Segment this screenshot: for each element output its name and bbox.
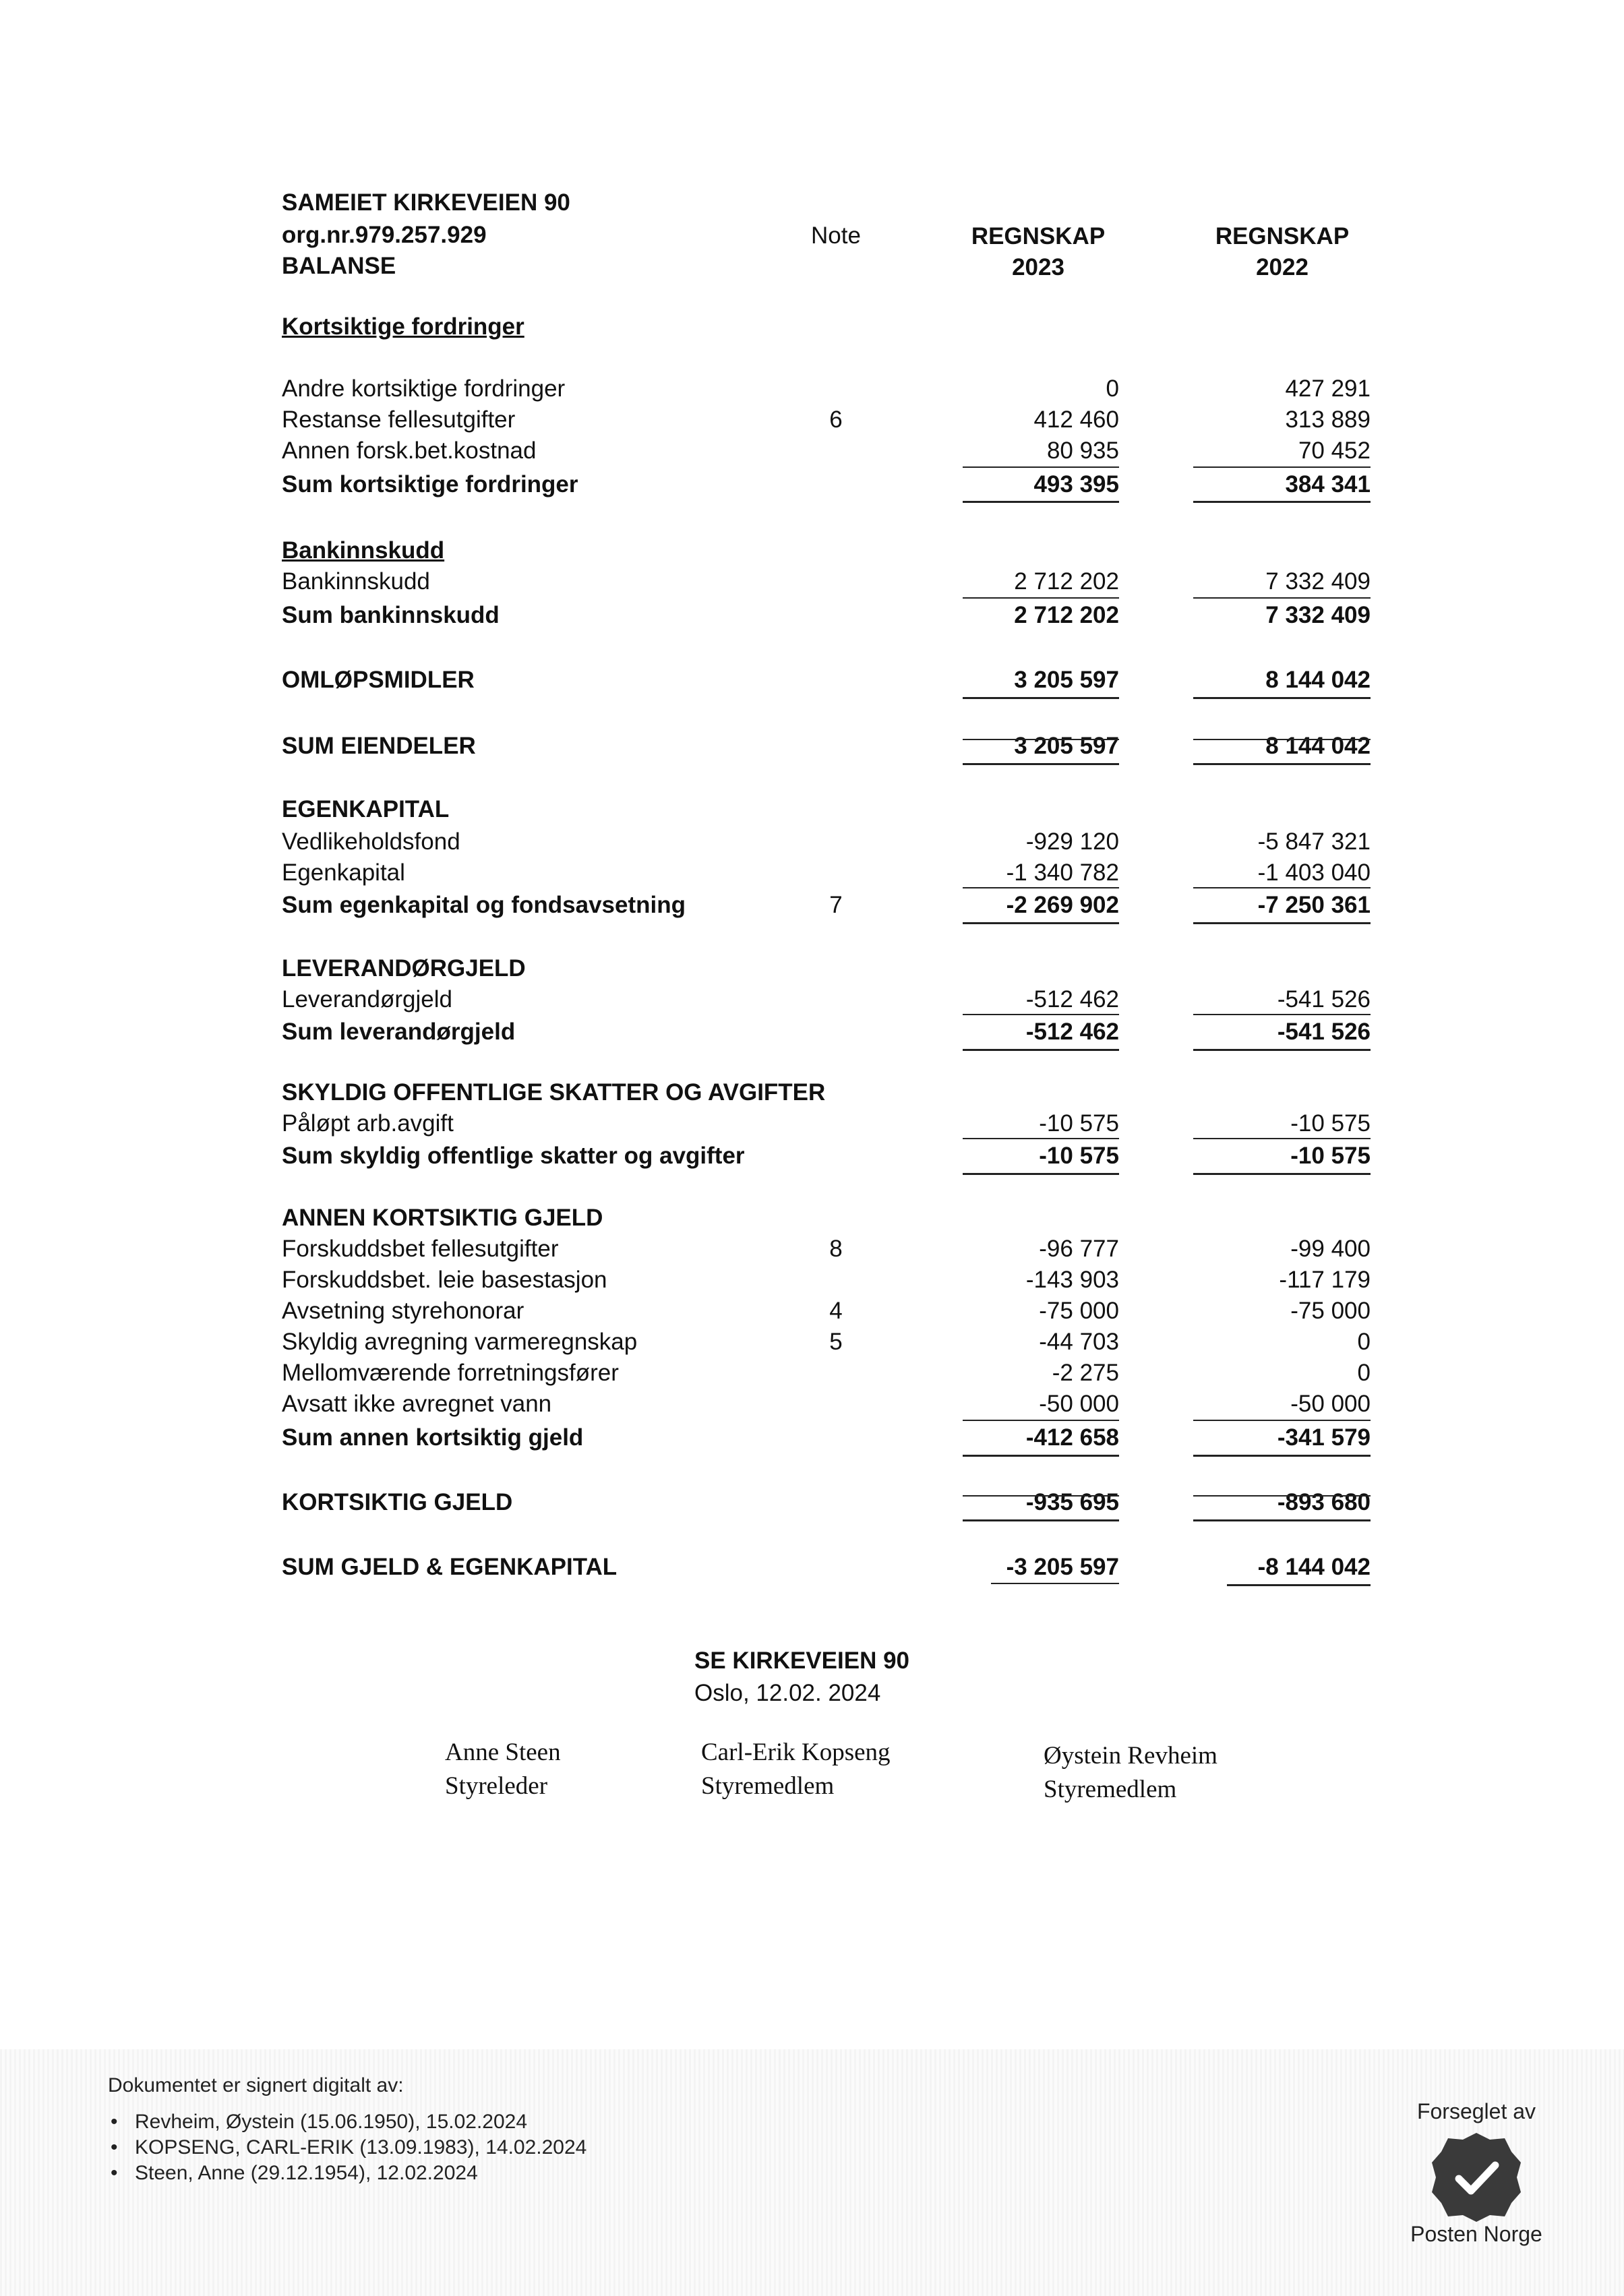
underline-2022	[1193, 466, 1371, 468]
value-2023: -512 462	[1025, 986, 1119, 1013]
value-2023: -412 658	[1025, 1424, 1119, 1451]
row-label: Mellomværende forretningsfører	[282, 1360, 619, 1386]
value-2022: -10 575	[1290, 1143, 1371, 1169]
table-row	[0, 1358, 1624, 1389]
note-column-header: Note	[811, 222, 861, 249]
total-line-2023	[963, 1173, 1119, 1175]
signer-name: Øystein Revheim	[1044, 1742, 1217, 1770]
row-label: Forskuddsbet fellesutgifter	[282, 1236, 559, 1262]
underline-2022	[1193, 597, 1371, 599]
row-label: Vedlikeholdsfond	[282, 828, 460, 855]
table-row	[0, 857, 1624, 888]
row-label: Kortsiktige fordringer	[282, 313, 524, 340]
value-2022: -541 526	[1277, 986, 1371, 1013]
row-note: 5	[829, 1329, 843, 1355]
total-line-2023	[963, 1049, 1119, 1051]
list-item: • Steen, Anne (29.12.1954), 12.02.2024	[108, 2161, 587, 2186]
total-line-2022	[1227, 1584, 1371, 1586]
total-line-2022	[1193, 697, 1371, 699]
signed-by-list	[108, 2109, 587, 2186]
row-label: Sum kortsiktige fordringer	[282, 471, 578, 497]
value-2022: -7 250 361	[1257, 892, 1371, 918]
total-line-2022	[1193, 763, 1371, 765]
value-2023: 2 712 202	[1014, 568, 1119, 595]
row-note: 8	[829, 1236, 843, 1262]
row-label: OMLØPSMIDLER	[282, 667, 475, 693]
value-2022: 8 144 042	[1265, 667, 1371, 693]
digital-signature-info	[108, 2073, 587, 2186]
section-bankinnskudd	[0, 535, 1624, 566]
row-label: SKYLDIG OFFENTLIGE SKATTER OG AVGIFTER	[282, 1079, 826, 1106]
row-note: 4	[829, 1298, 843, 1324]
row-label: Forskuddsbet. leie basestasjon	[282, 1267, 607, 1293]
value-2023: -75 000	[1039, 1298, 1119, 1324]
value-2022: 7 332 409	[1265, 568, 1371, 595]
underline-2022	[1193, 1420, 1371, 1421]
value-2023: 3 205 597	[1014, 667, 1119, 693]
underline-2023	[963, 887, 1119, 888]
value-2022: -50 000	[1290, 1391, 1371, 1417]
row-label: Leverandørgjeld	[282, 986, 452, 1013]
underline-2022	[1193, 887, 1371, 888]
section-egenkapital	[0, 794, 1624, 825]
total-line-2022	[1193, 1173, 1371, 1175]
underline-2022	[1193, 1495, 1371, 1497]
row-label: Restanse fellesutgifter	[282, 406, 516, 433]
value-2022: -117 179	[1279, 1267, 1371, 1293]
value-2022: 384 341	[1285, 471, 1371, 497]
value-2022: -5 847 321	[1257, 828, 1371, 855]
signer-2	[701, 1736, 891, 1803]
underline-2023	[963, 1495, 1119, 1497]
value-2022: 0	[1357, 1360, 1371, 1386]
section-leverandorgjeld	[0, 953, 1624, 984]
column-header-2022-line2: 2022	[1256, 254, 1309, 280]
value-2022: -10 575	[1290, 1110, 1371, 1137]
value-2023: -512 462	[1025, 1019, 1119, 1045]
value-2023: 80 935	[1046, 437, 1119, 464]
total-line-2023	[963, 501, 1119, 503]
row-label: Egenkapital	[282, 859, 405, 886]
total-row	[0, 731, 1624, 762]
row-label: Andre kortsiktige fordringer	[282, 375, 566, 402]
column-header-2023-line1: REGNSKAP	[971, 223, 1106, 249]
value-2022: -8 144 042	[1257, 1554, 1371, 1580]
value-2023: 412 460	[1033, 406, 1119, 433]
row-label: SUM GJELD & EGENKAPITAL	[282, 1554, 618, 1580]
value-2023: -50 000	[1039, 1391, 1119, 1417]
total-line-2022	[1193, 922, 1371, 924]
total-line-2022	[1193, 501, 1371, 503]
table-row	[0, 566, 1624, 597]
table-row	[0, 404, 1624, 435]
row-label: Bankinnskudd	[282, 537, 445, 564]
value-2022: -541 526	[1277, 1019, 1371, 1045]
total-row	[0, 1487, 1624, 1518]
table-row	[0, 1234, 1624, 1265]
total-row	[0, 665, 1624, 696]
value-2022: 8 144 042	[1265, 733, 1371, 759]
value-2022: 7 332 409	[1265, 602, 1371, 628]
table-row	[0, 826, 1624, 857]
section-skyldig-offentlige	[0, 1077, 1624, 1108]
subtotal-row	[0, 890, 1624, 921]
value-2023: -44 703	[1039, 1329, 1119, 1355]
list-item: • KOPSENG, CARL-ERIK (13.09.1983), 14.02.2024	[108, 2135, 587, 2161]
value-2022: -893 680	[1277, 1489, 1371, 1515]
row-note: 7	[829, 892, 843, 918]
sealed-by: Posten Norge	[1410, 2222, 1542, 2246]
signer-3	[1044, 1739, 1217, 1807]
column-header-2023-line2: 2023	[1012, 254, 1064, 280]
underline-2023	[991, 1583, 1119, 1584]
underline-2022	[1193, 1014, 1371, 1015]
row-label: Avsetning styrehonorar	[282, 1298, 524, 1324]
total-line-2023	[963, 1455, 1119, 1457]
table-row	[0, 1265, 1624, 1296]
value-2023: 2 712 202	[1014, 602, 1119, 628]
value-2022: 313 889	[1285, 406, 1371, 433]
org-name: SAMEIET KIRKEVEIEN 90	[282, 189, 570, 216]
section-kortsiktige-fordringer	[0, 311, 1624, 342]
underline-2023	[963, 1138, 1119, 1139]
underline-2023	[963, 1420, 1119, 1421]
subtotal-row	[0, 1422, 1624, 1453]
value-2023: -10 575	[1039, 1143, 1119, 1169]
underline-2023	[963, 466, 1119, 468]
signer-role: Styremedlem	[701, 1772, 835, 1800]
row-label: Sum skyldig offentlige skatter og avgifter	[282, 1143, 745, 1169]
total-line-2023	[963, 697, 1119, 699]
subtotal-row	[0, 600, 1624, 631]
total-line-2022	[1193, 1519, 1371, 1521]
value-2022: -99 400	[1290, 1236, 1371, 1262]
row-label: Skyldig avregning varmeregnskap	[282, 1329, 638, 1355]
signer-role: Styremedlem	[1044, 1776, 1177, 1803]
value-2023: -2 275	[1052, 1360, 1119, 1386]
signer-name: Anne Steen	[445, 1739, 561, 1766]
signer-name: Carl-Erik Kopseng	[701, 1739, 891, 1766]
row-label: ANNEN KORTSIKTIG GJELD	[282, 1205, 603, 1231]
underline-2022	[1193, 739, 1371, 740]
grand-total-row	[0, 1552, 1624, 1583]
column-header-2023	[951, 221, 1126, 283]
checkmark-seal-icon	[1429, 2130, 1524, 2225]
underline-2023	[963, 739, 1119, 740]
value-2022: 0	[1357, 1329, 1371, 1355]
org-number: org.nr.979.257.929	[282, 222, 487, 248]
row-label: Sum annen kortsiktig gjeld	[282, 1424, 584, 1451]
value-2023: -3 205 597	[1006, 1554, 1119, 1580]
value-2023: 3 205 597	[1014, 733, 1119, 759]
subtotal-row	[0, 1017, 1624, 1048]
row-label: Sum leverandørgjeld	[282, 1019, 516, 1045]
value-2022: -1 403 040	[1257, 859, 1371, 886]
value-2023: 493 395	[1033, 471, 1119, 497]
total-line-2023	[963, 763, 1119, 765]
table-row	[0, 1327, 1624, 1358]
column-header-2022-line1: REGNSKAP	[1215, 223, 1350, 249]
row-label: KORTSIKTIG GJELD	[282, 1489, 513, 1515]
table-row	[0, 984, 1624, 1015]
value-2023: -143 903	[1025, 1267, 1119, 1293]
row-label: SUM EIENDELER	[282, 733, 476, 759]
underline-2022	[1193, 1138, 1371, 1139]
total-line-2023	[963, 1519, 1119, 1521]
row-label: Sum bankinnskudd	[282, 602, 500, 628]
total-line-2023	[963, 922, 1119, 924]
signer-role: Styreleder	[445, 1772, 548, 1800]
row-label: Avsatt ikke avregnet vann	[282, 1391, 552, 1417]
underline-2023	[963, 597, 1119, 599]
row-note: 6	[829, 406, 843, 433]
section-annen-kortsiktig-gjeld	[0, 1203, 1624, 1234]
signature-org-block	[694, 1645, 909, 1710]
table-row	[0, 1389, 1624, 1420]
signed-title: Dokumentet er signert digitalt av:	[108, 2074, 404, 2096]
table-row	[0, 1108, 1624, 1139]
table-row	[0, 1296, 1624, 1327]
value-2023: 0	[1106, 375, 1119, 402]
value-2023: -10 575	[1039, 1110, 1119, 1137]
value-2022: 70 452	[1298, 437, 1371, 464]
value-2022: -341 579	[1277, 1424, 1371, 1451]
value-2023: -929 120	[1025, 828, 1119, 855]
table-row	[0, 373, 1624, 404]
total-line-2022	[1193, 1455, 1371, 1457]
underline-2023	[963, 1014, 1119, 1015]
doc-title: BALANSE	[282, 253, 396, 279]
signature-place-date: Oslo, 12.02. 2024	[694, 1680, 881, 1706]
value-2023: -96 777	[1039, 1236, 1119, 1262]
row-label: Annen forsk.bet.kostnad	[282, 437, 537, 464]
value-2023: -1 340 782	[1006, 859, 1119, 886]
list-item: • Revheim, Øystein (15.06.1950), 15.02.2024	[108, 2109, 587, 2135]
value-2023: -2 269 902	[1006, 892, 1119, 918]
subtotal-row	[0, 1141, 1624, 1172]
signer-1	[445, 1736, 561, 1803]
row-label: Bankinnskudd	[282, 568, 430, 595]
table-row	[0, 435, 1624, 466]
sealed-label: Forseglet av	[1416, 2099, 1536, 2123]
column-header-2022	[1195, 221, 1370, 283]
total-line-2022	[1193, 1049, 1371, 1051]
subtotal-row	[0, 469, 1624, 500]
value-2023: -935 695	[1025, 1489, 1119, 1515]
row-label: Sum egenkapital og fondsavsetning	[282, 892, 686, 918]
row-label: EGENKAPITAL	[282, 796, 450, 822]
signature-org: SE KIRKEVEIEN 90	[694, 1648, 909, 1674]
value-2022: 427 291	[1285, 375, 1371, 402]
value-2022: -75 000	[1290, 1298, 1371, 1324]
row-label: LEVERANDØRGJELD	[282, 955, 526, 981]
row-label: Påløpt arb.avgift	[282, 1110, 454, 1137]
